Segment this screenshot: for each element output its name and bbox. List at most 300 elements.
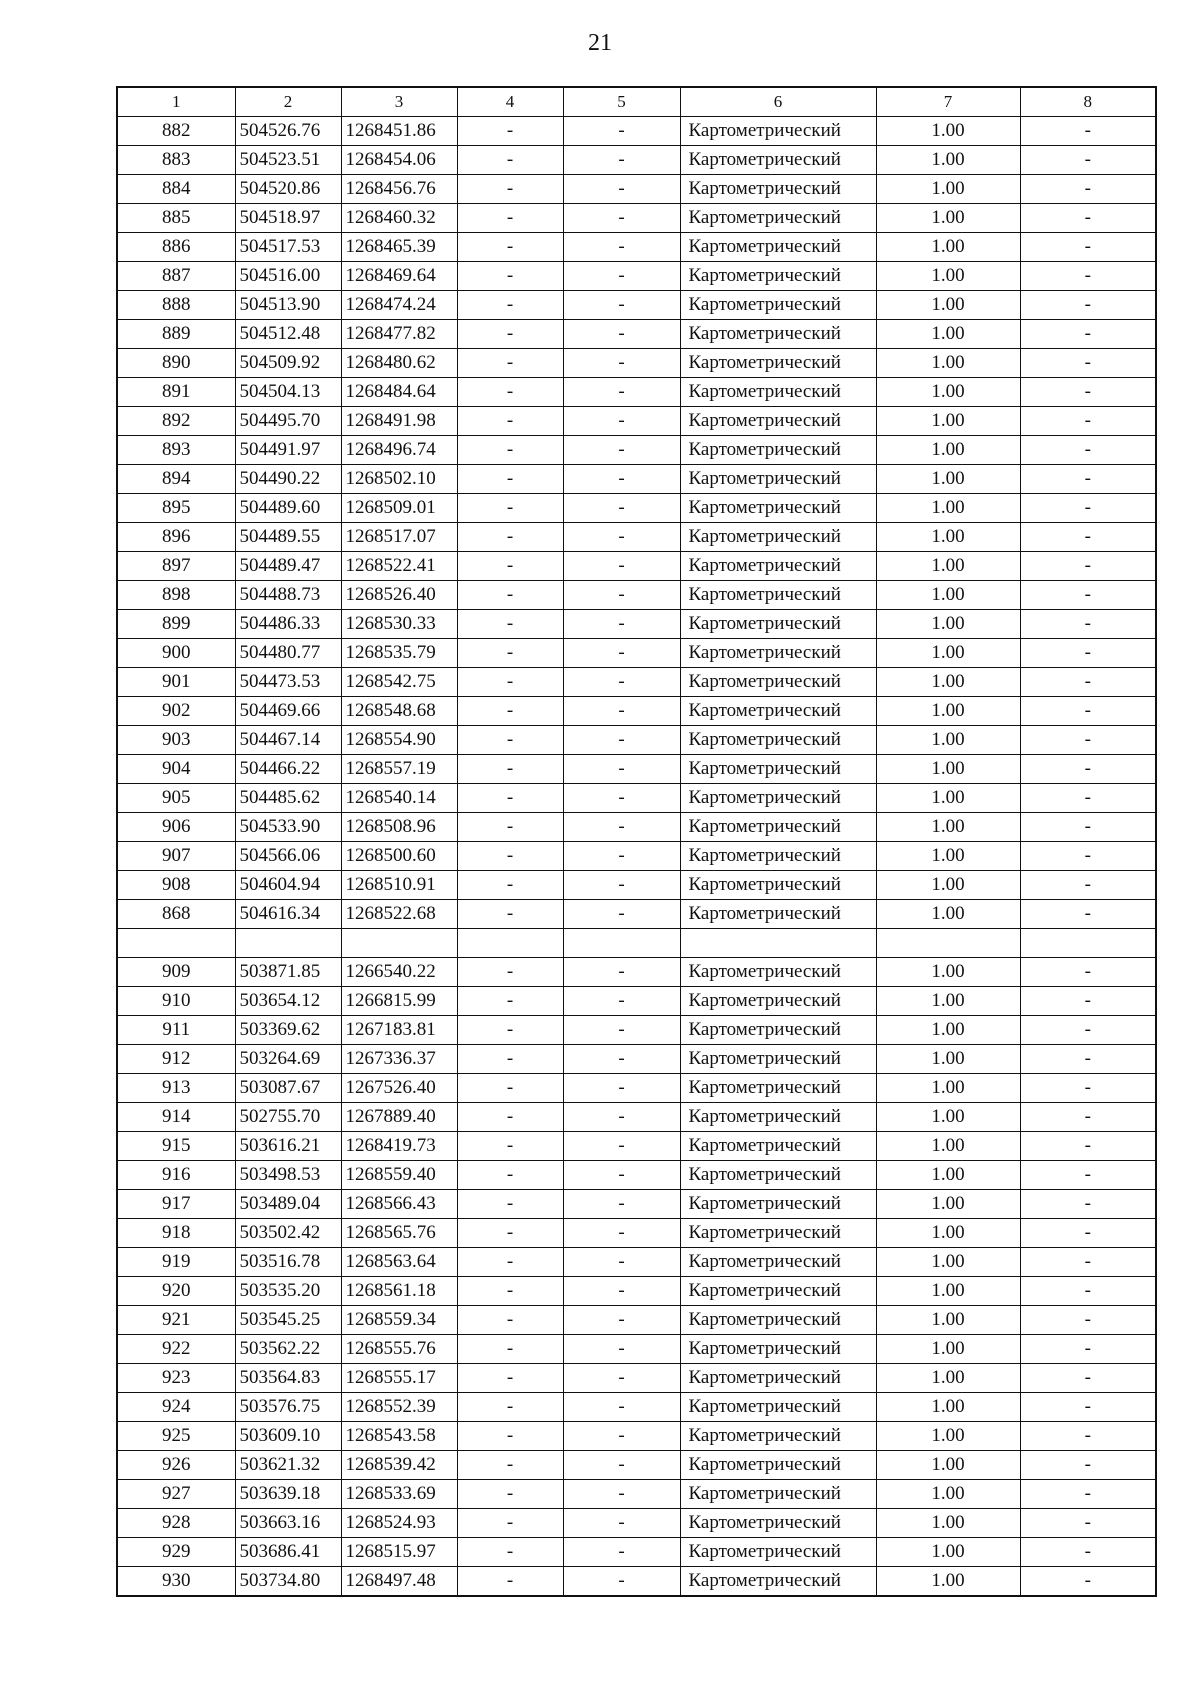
x-coordinate-cell: 504516.00 <box>235 262 341 291</box>
col4-cell: - <box>457 668 563 697</box>
point-number-cell: 915 <box>117 1132 235 1161</box>
accuracy-cell: 1.00 <box>876 291 1020 320</box>
x-coordinate-cell: 503369.62 <box>235 1016 341 1045</box>
x-coordinate-cell: 504489.47 <box>235 552 341 581</box>
col5-cell: - <box>563 1016 680 1045</box>
col5-cell: - <box>563 494 680 523</box>
col4-cell: - <box>457 523 563 552</box>
col4-cell: - <box>457 726 563 755</box>
accuracy-cell <box>876 929 1020 958</box>
point-number-cell: 894 <box>117 465 235 494</box>
accuracy-cell: 1.00 <box>876 987 1020 1016</box>
method-cell: Картометрический <box>680 1480 876 1509</box>
x-coordinate-cell: 504495.70 <box>235 407 341 436</box>
point-number-cell: 908 <box>117 871 235 900</box>
col5-cell: - <box>563 755 680 784</box>
accuracy-cell: 1.00 <box>876 871 1020 900</box>
y-coordinate-cell: 1268555.17 <box>341 1364 457 1393</box>
method-cell: Картометрический <box>680 1422 876 1451</box>
col4-cell: - <box>457 755 563 784</box>
col5-cell: - <box>563 697 680 726</box>
accuracy-cell: 1.00 <box>876 813 1020 842</box>
col8-cell: - <box>1020 1277 1156 1306</box>
point-number-cell: 917 <box>117 1190 235 1219</box>
method-cell: Картометрический <box>680 1567 876 1597</box>
x-coordinate-cell: 504485.62 <box>235 784 341 813</box>
accuracy-cell: 1.00 <box>876 581 1020 610</box>
method-cell: Картометрический <box>680 349 876 378</box>
col8-cell: - <box>1020 784 1156 813</box>
col4-cell: - <box>457 1480 563 1509</box>
method-cell: Картометрический <box>680 755 876 784</box>
table-row <box>117 1132 1156 1161</box>
x-coordinate-cell: 504523.51 <box>235 146 341 175</box>
method-cell: Картометрический <box>680 610 876 639</box>
method-cell: Картометрический <box>680 1132 876 1161</box>
col8-cell: - <box>1020 871 1156 900</box>
col8-cell: - <box>1020 842 1156 871</box>
accuracy-cell: 1.00 <box>876 1567 1020 1597</box>
point-number-cell: 893 <box>117 436 235 465</box>
y-coordinate-cell: 1268535.79 <box>341 639 457 668</box>
y-coordinate-cell: 1268465.39 <box>341 233 457 262</box>
y-coordinate-cell: 1268526.40 <box>341 581 457 610</box>
x-coordinate-cell: 503576.75 <box>235 1393 341 1422</box>
column-header-4: 4 <box>457 87 563 117</box>
x-coordinate-cell: 503621.32 <box>235 1451 341 1480</box>
point-number-cell: 888 <box>117 291 235 320</box>
point-number-cell: 891 <box>117 378 235 407</box>
method-cell: Картометрический <box>680 291 876 320</box>
y-coordinate-cell: 1268474.24 <box>341 291 457 320</box>
method-cell: Картометрический <box>680 1364 876 1393</box>
accuracy-cell: 1.00 <box>876 1422 1020 1451</box>
y-coordinate-cell: 1268552.39 <box>341 1393 457 1422</box>
accuracy-cell: 1.00 <box>876 349 1020 378</box>
point-number-cell: 889 <box>117 320 235 349</box>
accuracy-cell: 1.00 <box>876 1451 1020 1480</box>
accuracy-cell: 1.00 <box>876 610 1020 639</box>
table-header-row <box>117 87 1156 117</box>
x-coordinate-cell: 503609.10 <box>235 1422 341 1451</box>
table-row <box>117 1393 1156 1422</box>
col8-cell: - <box>1020 1219 1156 1248</box>
col8-cell: - <box>1020 349 1156 378</box>
x-coordinate-cell: 503498.53 <box>235 1161 341 1190</box>
accuracy-cell: 1.00 <box>876 175 1020 204</box>
col8-cell: - <box>1020 291 1156 320</box>
method-cell: Картометрический <box>680 1045 876 1074</box>
point-number-cell: 914 <box>117 1103 235 1132</box>
accuracy-cell: 1.00 <box>876 1393 1020 1422</box>
col5-cell: - <box>563 378 680 407</box>
col8-cell: - <box>1020 204 1156 233</box>
accuracy-cell: 1.00 <box>876 494 1020 523</box>
y-coordinate-cell: 1268524.93 <box>341 1509 457 1538</box>
col4-cell: - <box>457 610 563 639</box>
x-coordinate-cell: 504467.14 <box>235 726 341 755</box>
col4-cell: - <box>457 581 563 610</box>
col4-cell: - <box>457 697 563 726</box>
point-number-cell: 904 <box>117 755 235 784</box>
method-cell: Картометрический <box>680 1248 876 1277</box>
table-row <box>117 204 1156 233</box>
col8-cell: - <box>1020 494 1156 523</box>
y-coordinate-cell: 1268497.48 <box>341 1567 457 1597</box>
col5-cell: - <box>563 523 680 552</box>
col8-cell: - <box>1020 958 1156 987</box>
accuracy-cell: 1.00 <box>876 958 1020 987</box>
point-number-cell: 899 <box>117 610 235 639</box>
col4-cell: - <box>457 233 563 262</box>
accuracy-cell: 1.00 <box>876 1016 1020 1045</box>
point-number-cell: 907 <box>117 842 235 871</box>
y-coordinate-cell: 1268456.76 <box>341 175 457 204</box>
y-coordinate-cell: 1268419.73 <box>341 1132 457 1161</box>
table-row <box>117 1219 1156 1248</box>
table-row <box>117 813 1156 842</box>
col8-cell: - <box>1020 1451 1156 1480</box>
y-coordinate-cell: 1268515.97 <box>341 1538 457 1567</box>
table-row <box>117 639 1156 668</box>
x-coordinate-cell: 504504.13 <box>235 378 341 407</box>
method-cell: Картометрический <box>680 262 876 291</box>
col4-cell: - <box>457 813 563 842</box>
col4-cell: - <box>457 1045 563 1074</box>
table-row <box>117 668 1156 697</box>
col4-cell: - <box>457 1509 563 1538</box>
col5-cell: - <box>563 1567 680 1597</box>
y-coordinate-cell: 1268502.10 <box>341 465 457 494</box>
method-cell: Картометрический <box>680 494 876 523</box>
point-number-cell: 913 <box>117 1074 235 1103</box>
column-header-1: 1 <box>117 87 235 117</box>
col5-cell: - <box>563 1364 680 1393</box>
method-cell: Картометрический <box>680 784 876 813</box>
table-row <box>117 1422 1156 1451</box>
y-coordinate-cell: 1267526.40 <box>341 1074 457 1103</box>
table-row <box>117 871 1156 900</box>
y-coordinate-cell: 1268477.82 <box>341 320 457 349</box>
y-coordinate-cell: 1268509.01 <box>341 494 457 523</box>
col5-cell: - <box>563 1190 680 1219</box>
x-coordinate-cell <box>235 929 341 958</box>
col8-cell: - <box>1020 378 1156 407</box>
col5-cell: - <box>563 146 680 175</box>
accuracy-cell: 1.00 <box>876 1509 1020 1538</box>
y-coordinate-cell: 1268559.40 <box>341 1161 457 1190</box>
table-row <box>117 465 1156 494</box>
col8-cell: - <box>1020 1364 1156 1393</box>
accuracy-cell: 1.00 <box>876 900 1020 929</box>
col8-cell: - <box>1020 1103 1156 1132</box>
col5-cell: - <box>563 1451 680 1480</box>
column-header-8: 8 <box>1020 87 1156 117</box>
x-coordinate-cell: 504566.06 <box>235 842 341 871</box>
accuracy-cell: 1.00 <box>876 1335 1020 1364</box>
x-coordinate-cell: 504466.22 <box>235 755 341 784</box>
col4-cell: - <box>457 958 563 987</box>
col5-cell: - <box>563 436 680 465</box>
point-number-cell: 918 <box>117 1219 235 1248</box>
col5-cell: - <box>563 1538 680 1567</box>
accuracy-cell: 1.00 <box>876 436 1020 465</box>
col4-cell: - <box>457 320 563 349</box>
x-coordinate-cell: 503663.16 <box>235 1509 341 1538</box>
column-header-2: 2 <box>235 87 341 117</box>
col8-cell: - <box>1020 407 1156 436</box>
col5-cell: - <box>563 610 680 639</box>
accuracy-cell: 1.00 <box>876 639 1020 668</box>
col8-cell: - <box>1020 262 1156 291</box>
y-coordinate-cell: 1267889.40 <box>341 1103 457 1132</box>
col5-cell: - <box>563 1045 680 1074</box>
col5-cell: - <box>563 639 680 668</box>
y-coordinate-cell <box>341 929 457 958</box>
column-header-3: 3 <box>341 87 457 117</box>
point-number-cell: 909 <box>117 958 235 987</box>
x-coordinate-cell: 503545.25 <box>235 1306 341 1335</box>
table-row <box>117 987 1156 1016</box>
x-coordinate-cell: 503562.22 <box>235 1335 341 1364</box>
col4-cell: - <box>457 465 563 494</box>
col5-cell: - <box>563 465 680 494</box>
col4-cell: - <box>457 204 563 233</box>
method-cell: Картометрический <box>680 900 876 929</box>
col8-cell: - <box>1020 1567 1156 1597</box>
point-number-cell: 895 <box>117 494 235 523</box>
y-coordinate-cell: 1268469.64 <box>341 262 457 291</box>
x-coordinate-cell: 504480.77 <box>235 639 341 668</box>
table-row <box>117 1074 1156 1103</box>
col4-cell: - <box>457 1306 563 1335</box>
col5-cell: - <box>563 291 680 320</box>
table-row <box>117 175 1156 204</box>
x-coordinate-cell: 502755.70 <box>235 1103 341 1132</box>
point-number-cell: 897 <box>117 552 235 581</box>
col5-cell: - <box>563 117 680 146</box>
x-coordinate-cell: 503616.21 <box>235 1132 341 1161</box>
accuracy-cell: 1.00 <box>876 668 1020 697</box>
column-header-6: 6 <box>680 87 876 117</box>
col5-cell: - <box>563 1219 680 1248</box>
y-coordinate-cell: 1266540.22 <box>341 958 457 987</box>
y-coordinate-cell: 1268548.68 <box>341 697 457 726</box>
col4-cell: - <box>457 1277 563 1306</box>
col5-cell: - <box>563 1248 680 1277</box>
col5-cell: - <box>563 204 680 233</box>
y-coordinate-cell: 1268555.76 <box>341 1335 457 1364</box>
point-number-cell: 928 <box>117 1509 235 1538</box>
col8-cell: - <box>1020 668 1156 697</box>
method-cell <box>680 929 876 958</box>
col4-cell: - <box>457 1538 563 1567</box>
col8-cell: - <box>1020 117 1156 146</box>
method-cell: Картометрический <box>680 1306 876 1335</box>
col4-cell: - <box>457 1335 563 1364</box>
col8-cell: - <box>1020 1161 1156 1190</box>
table-row <box>117 552 1156 581</box>
method-cell: Картометрический <box>680 1016 876 1045</box>
method-cell: Картометрический <box>680 436 876 465</box>
col5-cell: - <box>563 349 680 378</box>
col8-cell: - <box>1020 1190 1156 1219</box>
y-coordinate-cell: 1268454.06 <box>341 146 457 175</box>
col4-cell: - <box>457 1393 563 1422</box>
coordinates-table <box>116 86 1157 1597</box>
col8-cell: - <box>1020 813 1156 842</box>
method-cell: Картометрический <box>680 581 876 610</box>
method-cell: Картометрический <box>680 871 876 900</box>
col8-cell: - <box>1020 523 1156 552</box>
col4-cell: - <box>457 175 563 204</box>
x-coordinate-cell: 504533.90 <box>235 813 341 842</box>
page-number: 21 <box>588 30 612 56</box>
table-row <box>117 1509 1156 1538</box>
x-coordinate-cell: 504469.66 <box>235 697 341 726</box>
table-row <box>117 146 1156 175</box>
accuracy-cell: 1.00 <box>876 465 1020 494</box>
method-cell: Картометрический <box>680 117 876 146</box>
table-row <box>117 1567 1156 1597</box>
col5-cell: - <box>563 1161 680 1190</box>
y-coordinate-cell: 1268561.18 <box>341 1277 457 1306</box>
point-number-cell: 906 <box>117 813 235 842</box>
col8-cell: - <box>1020 175 1156 204</box>
point-number-cell: 929 <box>117 1538 235 1567</box>
accuracy-cell: 1.00 <box>876 117 1020 146</box>
table-row <box>117 523 1156 552</box>
accuracy-cell: 1.00 <box>876 552 1020 581</box>
col4-cell: - <box>457 1132 563 1161</box>
point-number-cell: 887 <box>117 262 235 291</box>
method-cell: Картометрический <box>680 146 876 175</box>
col5-cell: - <box>563 1509 680 1538</box>
x-coordinate-cell: 503516.78 <box>235 1248 341 1277</box>
y-coordinate-cell: 1268566.43 <box>341 1190 457 1219</box>
col4-cell: - <box>457 842 563 871</box>
col5-cell: - <box>563 1393 680 1422</box>
col5-cell: - <box>563 726 680 755</box>
table-row <box>117 581 1156 610</box>
col8-cell: - <box>1020 1074 1156 1103</box>
table-row <box>117 1103 1156 1132</box>
method-cell: Картометрический <box>680 668 876 697</box>
col4-cell: - <box>457 349 563 378</box>
accuracy-cell: 1.00 <box>876 146 1020 175</box>
col4-cell: - <box>457 291 563 320</box>
accuracy-cell: 1.00 <box>876 204 1020 233</box>
accuracy-cell: 1.00 <box>876 1277 1020 1306</box>
y-coordinate-cell: 1268500.60 <box>341 842 457 871</box>
col4-cell: - <box>457 262 563 291</box>
table-row <box>117 958 1156 987</box>
accuracy-cell: 1.00 <box>876 1074 1020 1103</box>
x-coordinate-cell: 503087.67 <box>235 1074 341 1103</box>
accuracy-cell: 1.00 <box>876 1248 1020 1277</box>
y-coordinate-cell: 1268559.34 <box>341 1306 457 1335</box>
col8-cell: - <box>1020 1016 1156 1045</box>
method-cell: Картометрический <box>680 465 876 494</box>
col8-cell: - <box>1020 320 1156 349</box>
table-row <box>117 1364 1156 1393</box>
col5-cell: - <box>563 262 680 291</box>
col5-cell: - <box>563 813 680 842</box>
point-number-cell: 925 <box>117 1422 235 1451</box>
col5-cell: - <box>563 1335 680 1364</box>
col4-cell: - <box>457 1161 563 1190</box>
y-coordinate-cell: 1268557.19 <box>341 755 457 784</box>
y-coordinate-cell: 1267336.37 <box>341 1045 457 1074</box>
method-cell: Картометрический <box>680 320 876 349</box>
accuracy-cell: 1.00 <box>876 1306 1020 1335</box>
point-number-cell: 898 <box>117 581 235 610</box>
x-coordinate-cell: 503489.04 <box>235 1190 341 1219</box>
col4-cell: - <box>457 1219 563 1248</box>
x-coordinate-cell: 503502.42 <box>235 1219 341 1248</box>
col4-cell: - <box>457 1074 563 1103</box>
accuracy-cell: 1.00 <box>876 1045 1020 1074</box>
col8-cell: - <box>1020 1306 1156 1335</box>
point-number-cell: 910 <box>117 987 235 1016</box>
point-number-cell: 884 <box>117 175 235 204</box>
col8-cell: - <box>1020 900 1156 929</box>
y-coordinate-cell: 1268496.74 <box>341 436 457 465</box>
col8-cell: - <box>1020 610 1156 639</box>
y-coordinate-cell: 1268554.90 <box>341 726 457 755</box>
col5-cell: - <box>563 552 680 581</box>
x-coordinate-cell: 503264.69 <box>235 1045 341 1074</box>
y-coordinate-cell: 1268517.07 <box>341 523 457 552</box>
point-number-cell: 902 <box>117 697 235 726</box>
table-row <box>117 1480 1156 1509</box>
y-coordinate-cell: 1268480.62 <box>341 349 457 378</box>
point-number-cell: 905 <box>117 784 235 813</box>
point-number-cell: 890 <box>117 349 235 378</box>
point-number-cell: 921 <box>117 1306 235 1335</box>
accuracy-cell: 1.00 <box>876 842 1020 871</box>
point-number-cell: 922 <box>117 1335 235 1364</box>
col8-cell: - <box>1020 1509 1156 1538</box>
x-coordinate-cell: 503871.85 <box>235 958 341 987</box>
col4-cell: - <box>457 784 563 813</box>
x-coordinate-cell: 504520.86 <box>235 175 341 204</box>
accuracy-cell: 1.00 <box>876 1480 1020 1509</box>
method-cell: Картометрический <box>680 842 876 871</box>
col5-cell: - <box>563 987 680 1016</box>
col5-cell: - <box>563 320 680 349</box>
col5-cell: - <box>563 784 680 813</box>
table-row <box>117 436 1156 465</box>
table-row <box>117 755 1156 784</box>
method-cell: Картометрический <box>680 639 876 668</box>
table-row <box>117 262 1156 291</box>
method-cell: Картометрический <box>680 233 876 262</box>
x-coordinate-cell: 504518.97 <box>235 204 341 233</box>
point-number-cell: 927 <box>117 1480 235 1509</box>
col8-cell: - <box>1020 1132 1156 1161</box>
accuracy-cell: 1.00 <box>876 1132 1020 1161</box>
point-number-cell: 919 <box>117 1248 235 1277</box>
point-number-cell: 920 <box>117 1277 235 1306</box>
col8-cell: - <box>1020 1422 1156 1451</box>
method-cell: Картометрический <box>680 1219 876 1248</box>
col8-cell: - <box>1020 697 1156 726</box>
col8-cell: - <box>1020 1045 1156 1074</box>
y-coordinate-cell: 1268522.41 <box>341 552 457 581</box>
table-row <box>117 1306 1156 1335</box>
table-row <box>117 494 1156 523</box>
